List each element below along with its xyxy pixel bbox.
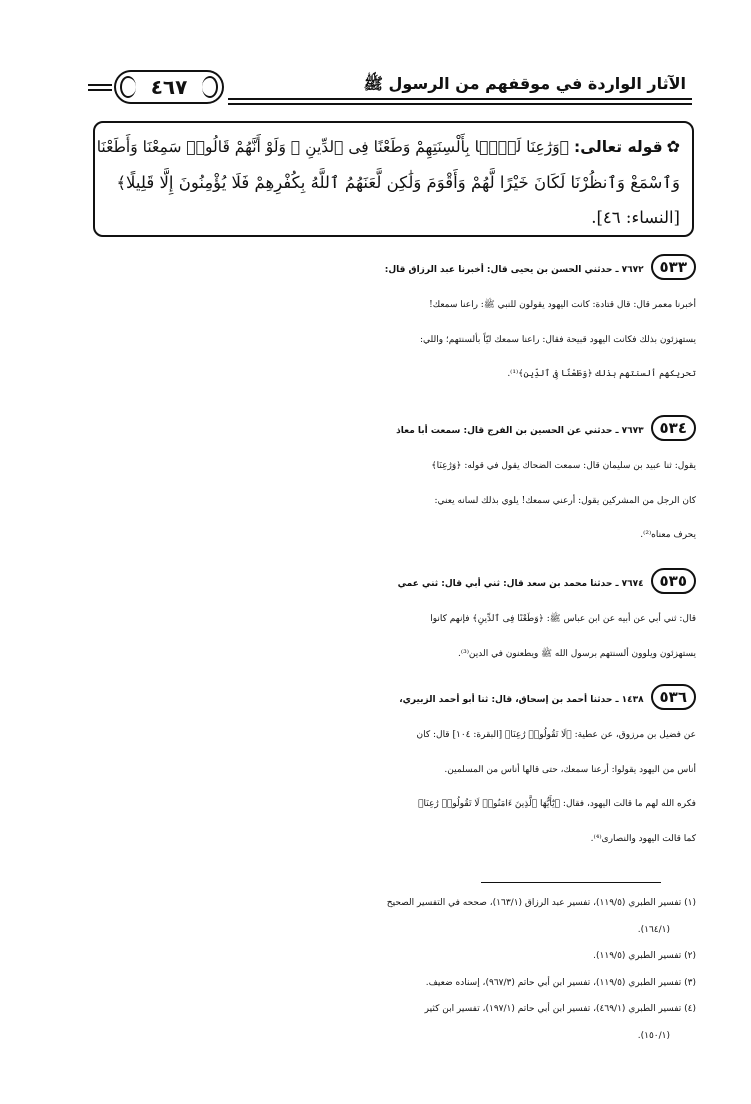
verse-line: وَٱسْمَعْ وَٱنظُرْنَا لَكَانَ خَيْرًا لَّهُمْ وَأَقْوَمَ وَلَٰكِن لَّعَنَهُمُ ٱللَّهُ بِكُفْرِهِمْ فَلَا يُؤْمِنُونَ إِلَّا قَلِيلًا﴾ (116, 173, 680, 192)
narration-line: يحرف معناه⁽²⁾. (640, 530, 696, 541)
narration-line: كان الرجل من المشركين يقول: أرعني سمعك! يلوي بذلك لسانه يعني: (434, 495, 696, 506)
footnote-continuation: (١٥٠/١). (637, 1030, 670, 1041)
page-number-badge (114, 70, 224, 104)
narration-536 (92, 683, 696, 857)
narration-line: فكره الله لهم ما قالت اليهود، فقال: ﴿يَٰٓأَيُّهَا ٱلَّذِينَ ءَامَنُوا۟ لَا تَقُولُوا۟ رَٰعِنَا﴾ (418, 799, 696, 810)
narration-text: ١٤٣٨ ـ حدثنا أحمد بن إسحاق، قال: ثنا أبو أحمد الزبيري، (399, 695, 644, 705)
narration-line: يستهزئون بذلك فكانت اليهود قبيحة فقال: راعنا سمعك ليّاً بألسنتهم؛ واللي: (419, 334, 696, 345)
page-number: ٤٦٧ (150, 75, 188, 99)
footnote: (٢) تفسير الطبري (١١٩/٥). (593, 951, 696, 961)
verse-text: ﴿وَرَٰعِنَا لَيًّۢا بِأَلْسِنَتِهِمْ وَطَعْنًا فِى ٱلدِّينِ ۚ وَلَوْ أَنَّهُمْ قَالُوا۟ سَمِعْنَا وَأَطَعْنَا (96, 138, 570, 156)
narration-line (92, 414, 696, 449)
flower-ornament-icon: ✿ (666, 137, 680, 156)
narration-line (92, 253, 696, 288)
verse-box (93, 121, 694, 237)
narration-line: يقول: ثنا عبيد بن سليمان قال: سمعت الضحاك يقول في قوله: ﴿وَرَٰعِنَا﴾ (431, 460, 696, 471)
verse-line (96, 129, 680, 165)
narration-line: قال: ثني أبي عن أبيه عن ابن عباس ﷺ: ﴿وَطَعْنًا فِى ٱلدِّينِ﴾ فإنهم كانوا (430, 613, 696, 624)
narration-line: أخبرنا معمر قال: قال قتادة: كانت اليهود يقولون للنبي ﷺ: راعنا سمعك! (429, 299, 696, 310)
narration-534 (92, 414, 696, 553)
narration-line: تحريكهم ألسنتهم بذلك ﴿وَطَعْنًا فِى ٱلدِّينِ﴾⁽¹⁾. (507, 369, 696, 380)
narration-number: ٥٣٦ (651, 684, 696, 710)
footnote-separator (481, 882, 661, 883)
narration-number: ٥٣٥ (651, 568, 696, 594)
narration-533 (92, 253, 696, 392)
narration-line (92, 683, 696, 718)
narration-text: ٧٦٧٤ ـ حدثنا محمد بن سعد قال: ثني أبي قال: ثني عمي (397, 579, 644, 589)
verse-reference: [النساء: ٤٦]. (591, 208, 680, 227)
header-rule (88, 89, 112, 91)
narration-number: ٥٣٤ (651, 415, 696, 441)
header-rule (228, 103, 692, 105)
narration-line: يستهزئون ويلوون ألسنتهم برسول الله ﷺ ويطعنون في الدين⁽³⁾. (458, 648, 696, 659)
narration-text: ٧٦٧٢ ـ حدثني الحسن بن يحيى قال: أخبرنا عبد الرزاق قال: (384, 265, 644, 275)
footnote: (٤) تفسير الطبري (٤٦٩/١)، تفسير ابن أبي حاتم (١٩٧/١)، تفسير ابن كثير (424, 1004, 696, 1014)
running-title: الآثار الواردة في موقفهم من الرسول ﷺ (363, 74, 686, 93)
narration-text: ٧٦٧٣ ـ حدثني عن الحسين بن الفرج قال: سمعت أبا معاذ (396, 426, 644, 436)
footnote: (٣) تفسير الطبري (١١٩/٥)، تفسير ابن أبي حاتم (٩٦٧/٣)، إسناده ضعيف. (425, 977, 696, 988)
footnote: (١) تفسير الطبري (١١٩/٥)، تفسير عبد الرزاق (١٦٣/١)، صححه في التفسير الصحيح (386, 898, 696, 908)
verse-intro: قوله تعالى: (574, 138, 663, 156)
narration-line: كما قالت اليهود والنصارى⁽⁴⁾. (590, 834, 696, 845)
narration-number: ٥٣٣ (651, 254, 696, 280)
narration-line: أناس من اليهود يقولوا: أرعنا سمعك، حتى قالها أناس من المسلمين. (444, 764, 696, 775)
header-rule (88, 84, 112, 86)
narration-535 (92, 567, 696, 671)
narration-line: عن فضيل بن مرزوق، عن عطية: ﴿لَا تَقُولُوا۟ رَٰعِنَا﴾ [البقرة: ١٠٤] قال: كان (416, 729, 696, 740)
header-rule (228, 98, 692, 100)
narration-line (92, 567, 696, 602)
page-header (88, 68, 692, 108)
footnotes (90, 890, 696, 1049)
footnote-continuation: (١٦٤/١). (637, 924, 670, 935)
